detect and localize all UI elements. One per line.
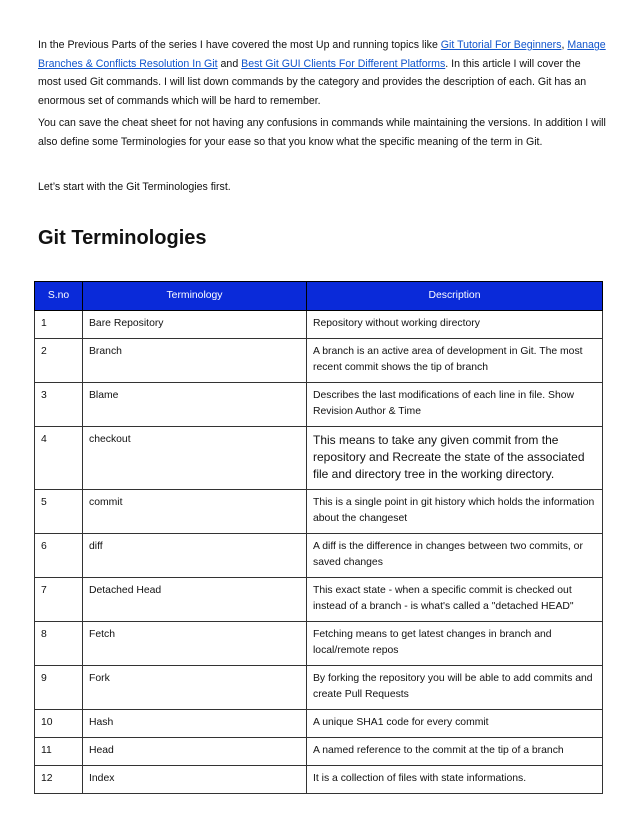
cell-terminology: Branch <box>83 339 307 383</box>
table-row <box>35 710 603 738</box>
table-row <box>35 490 603 534</box>
cell-description: Fetching means to get latest changes in branch and local/remote repos <box>307 622 603 666</box>
link-best-git-gui-clients[interactable]: Best Git GUI Clients For Different Platforms <box>241 57 446 70</box>
cell-terminology: Fetch <box>83 622 307 666</box>
cell-description: This exact state - when a specific commit is checked out instead of a branch - is what's called a "detached HEAD" <box>307 578 603 622</box>
cell-terminology: diff <box>83 534 307 578</box>
table-row <box>35 383 603 427</box>
table-row <box>35 311 603 339</box>
header-terminology: Terminology <box>83 282 307 311</box>
cell-sno: 3 <box>35 383 83 427</box>
cell-terminology: Blame <box>83 383 307 427</box>
intro-paragraph-1 <box>38 36 606 110</box>
cell-terminology: Hash <box>83 710 307 738</box>
cell-terminology: Fork <box>83 666 307 710</box>
cell-description: A unique SHA1 code for every commit <box>307 710 603 738</box>
terminology-table <box>34 281 603 794</box>
cell-description: By forking the repository you will be able to add commits and create Pull Requests <box>307 666 603 710</box>
cell-sno: 8 <box>35 622 83 666</box>
table-row <box>35 766 603 794</box>
cell-sno: 4 <box>35 427 83 490</box>
table-header-row <box>35 282 603 311</box>
table-row <box>35 427 603 490</box>
section-heading: Git Terminologies <box>38 227 207 249</box>
cell-sno: 12 <box>35 766 83 794</box>
cell-terminology: Head <box>83 738 307 766</box>
intro-paragraph-3: Let’s start with the Git Terminologies first. <box>38 181 231 193</box>
cell-description: This means to take any given commit from the repository and Recreate the state of the associated file and directory tree in the working directory. <box>307 427 603 490</box>
cell-description: A named reference to the commit at the tip of a branch <box>307 738 603 766</box>
cell-sno: 10 <box>35 710 83 738</box>
table-row <box>35 578 603 622</box>
table-row <box>35 622 603 666</box>
link-manage-branches[interactable]: Manage Branches & Conflicts Resolution In Git <box>38 39 606 70</box>
intro-separator: , <box>561 39 568 51</box>
table-row <box>35 534 603 578</box>
intro-text: . In this article I will cover the most used Git commands. I will list down commands by the category and provides the description of each. Git has an enormous set of commands which will be hard to remember. <box>38 57 587 107</box>
cell-sno: 11 <box>35 738 83 766</box>
table-row <box>35 738 603 766</box>
cell-description: A diff is the difference in changes between two commits, or saved changes <box>307 534 603 578</box>
cell-description: A branch is an active area of development in Git. The most recent commit shows the tip of branch <box>307 339 603 383</box>
cell-sno: 6 <box>35 534 83 578</box>
cell-terminology: commit <box>83 490 307 534</box>
link-git-tutorial-for-beginners[interactable]: Git Tutorial For Beginners <box>440 39 562 51</box>
header-description: Description <box>307 282 603 311</box>
cell-sno: 7 <box>35 578 83 622</box>
table-row <box>35 339 603 383</box>
table-row <box>35 666 603 710</box>
cell-description: This is a single point in git history which holds the information about the changeset <box>307 490 603 534</box>
cell-sno: 1 <box>35 311 83 339</box>
header-sno: S.no <box>35 282 83 311</box>
cell-terminology: Bare Repository <box>83 311 307 339</box>
cell-sno: 2 <box>35 339 83 383</box>
cell-description: It is a collection of files with state informations. <box>307 766 603 794</box>
cell-sno: 9 <box>35 666 83 710</box>
cell-sno: 5 <box>35 490 83 534</box>
cell-description: Describes the last modifications of each line in file. Show Revision Author & Time <box>307 383 603 427</box>
intro-text: In the Previous Parts of the series I have covered the most Up and running topics like <box>38 39 441 51</box>
intro-separator: and <box>217 57 242 70</box>
cell-terminology: Detached Head <box>83 578 307 622</box>
cell-terminology: Index <box>83 766 307 794</box>
intro-paragraph-2: You can save the cheat sheet for not having any confusions in commands while maintaining the versions. In addition I will also define some Terminologies for your ease so that you know what the specific meaning of the term in Git. <box>38 117 606 148</box>
cell-description: Repository without working directory <box>307 311 603 339</box>
cell-terminology: checkout <box>83 427 307 490</box>
